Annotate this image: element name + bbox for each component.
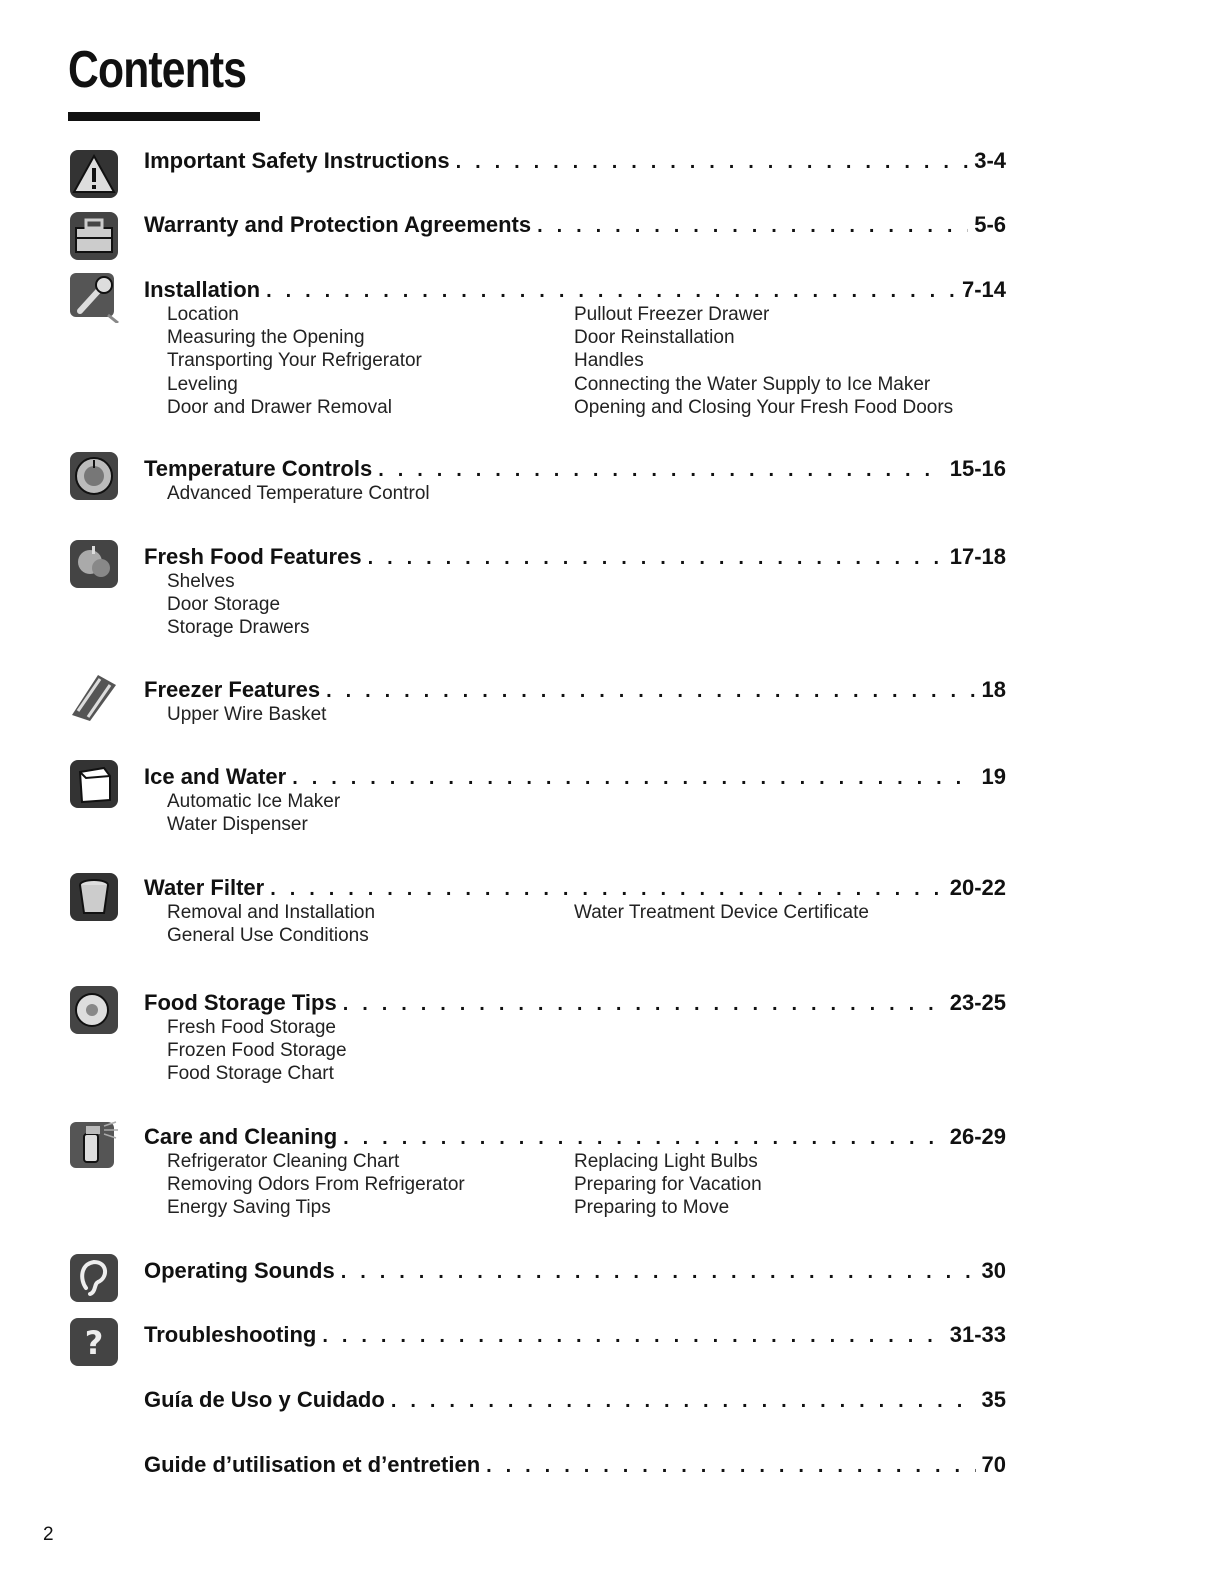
toc-page-range: 70 <box>981 1452 1006 1477</box>
toc-subtopic: Refrigerator Cleaning Chart <box>167 1151 400 1172</box>
toc-subtopics <box>167 570 1014 640</box>
toc-heading-title: Installation <box>144 277 261 302</box>
toc-heading-title: Water Filter <box>144 875 265 900</box>
toc-page-range: 26-29 <box>949 1124 1006 1149</box>
dot-leader <box>368 547 944 570</box>
toc-subtopic: Connecting the Water Supply to Ice Maker <box>574 373 931 395</box>
toc-subtopic: Removal and Installation <box>167 902 376 923</box>
toc-subtopic: Fresh Food Storage <box>167 1017 336 1038</box>
toc-heading-title: Warranty and Protection Agreements <box>144 212 532 237</box>
toc-heading <box>144 1258 1006 1286</box>
toc-page-range: 17-18 <box>949 544 1006 569</box>
wrench-icon <box>68 271 120 323</box>
toc-subtopics <box>167 303 1014 419</box>
question-mark-icon <box>68 1316 120 1368</box>
page-number: 2 <box>43 1524 54 1545</box>
toc-subtopic: Upper Wire Basket <box>167 704 327 725</box>
toc-heading-title: Care and Cleaning <box>144 1124 338 1149</box>
toc-subtopics <box>167 1016 1014 1086</box>
toc-heading <box>144 1452 1006 1480</box>
toc-page-range: 7-14 <box>961 277 1006 302</box>
toc-page-range: 18 <box>981 677 1006 702</box>
toc-subtopic: Handles <box>574 350 644 372</box>
dot-leader <box>343 1127 944 1150</box>
toc-heading <box>144 1387 1006 1415</box>
toc-subtopics <box>167 901 1014 947</box>
dot-leader <box>270 878 944 901</box>
toc-subtopic: Door Storage <box>167 594 281 616</box>
toc-heading-title: Operating Sounds <box>144 1258 335 1283</box>
toc-subtopic: Transporting Your Refrigerator <box>167 350 422 372</box>
svg-text:?: ? <box>84 1324 104 1362</box>
water-filter-icon <box>68 871 120 923</box>
ear-icon <box>68 1252 120 1304</box>
toc-heading <box>144 1124 1006 1152</box>
toc-heading <box>144 764 1006 792</box>
toc-subtopic: Opening and Closing Your Fresh Food Doors <box>574 396 954 418</box>
title-underline <box>68 112 260 121</box>
warning-triangle-icon <box>68 148 120 200</box>
toc-heading <box>144 277 1006 305</box>
toc-subtopic: Preparing for Vacation <box>574 1174 762 1196</box>
toc-subtopic: Location <box>167 304 239 325</box>
toc-page-range: 20-22 <box>949 875 1006 900</box>
toc-page-range: 19 <box>981 764 1006 789</box>
toc-subtopic: Removing Odors From Refrigerator <box>167 1174 465 1196</box>
toc-subtopic: Replacing Light Bulbs <box>574 1151 758 1172</box>
toc-subtopic: Automatic Ice Maker <box>167 791 341 812</box>
control-dial-icon <box>68 450 120 502</box>
toc-heading <box>144 544 1006 572</box>
toc-subtopic: Frozen Food Storage <box>167 1040 347 1062</box>
toc-heading-title: Ice and Water <box>144 764 287 789</box>
toolbox-icon <box>68 210 120 262</box>
toc-subtopics <box>167 482 1014 505</box>
dot-leader <box>378 459 944 482</box>
toc-heading <box>144 456 1006 484</box>
dot-leader <box>326 680 975 703</box>
toc-page-range: 30 <box>981 1258 1006 1283</box>
freezer-icon <box>68 671 120 723</box>
toc-subtopic: Water Dispenser <box>167 814 308 836</box>
toc-page-range: 3-4 <box>974 148 1006 173</box>
toc-heading-title: Guide d’utilisation et d’entretien <box>144 1452 481 1477</box>
toc-page-range: 23-25 <box>949 990 1006 1015</box>
toc-subtopic: General Use Conditions <box>167 925 369 947</box>
toc-heading <box>144 875 1006 903</box>
toc-subtopic: Leveling <box>167 373 238 395</box>
page-title: Contents <box>68 41 247 99</box>
dot-leader <box>343 993 944 1016</box>
toc-page-range: 15-16 <box>949 456 1006 481</box>
toc-subtopics <box>167 790 1014 836</box>
ice-cube-icon <box>68 758 120 810</box>
toc-heading-title: Troubleshooting <box>144 1322 317 1347</box>
toc-subtopic: Pullout Freezer Drawer <box>574 304 770 325</box>
food-storage-icon <box>68 984 120 1036</box>
toc-page-range: 35 <box>981 1387 1006 1412</box>
toc-subtopic: Food Storage Chart <box>167 1063 334 1085</box>
toc-heading-title: Important Safety Instructions <box>144 148 450 173</box>
dot-leader <box>486 1455 975 1478</box>
dot-leader <box>341 1261 976 1284</box>
dot-leader <box>456 151 969 174</box>
toc-heading-title: Guía de Uso y Cuidado <box>144 1387 385 1412</box>
fresh-food-icon <box>68 538 120 590</box>
dot-leader <box>322 1325 943 1348</box>
toc-subtopic: Storage Drawers <box>167 617 310 639</box>
toc-subtopics <box>167 703 1014 726</box>
toc-heading <box>144 212 1006 240</box>
toc-subtopic: Advanced Temperature Control <box>167 483 430 504</box>
toc-subtopic: Shelves <box>167 571 235 592</box>
toc-page-range: 31-33 <box>949 1322 1006 1347</box>
toc-heading-title: Temperature Controls <box>144 456 373 481</box>
toc-heading <box>144 148 1006 176</box>
toc-subtopic: Water Treatment Device Certificate <box>574 902 869 923</box>
toc-subtopic: Energy Saving Tips <box>167 1197 331 1219</box>
toc-heading <box>144 990 1006 1018</box>
toc-subtopic: Measuring the Opening <box>167 327 365 349</box>
toc-heading-title: Freezer Features <box>144 677 321 702</box>
toc-heading <box>144 677 1006 705</box>
toc-subtopic: Door and Drawer Removal <box>167 396 392 418</box>
toc-heading-title: Food Storage Tips <box>144 990 337 1015</box>
toc-subtopic: Preparing to Move <box>574 1197 730 1219</box>
cleaning-spray-icon <box>68 1118 120 1170</box>
dot-leader <box>391 1390 976 1413</box>
toc-page-range: 5-6 <box>974 212 1006 237</box>
dot-leader <box>537 215 968 238</box>
toc-subtopic: Door Reinstallation <box>574 327 735 349</box>
dot-leader <box>266 280 956 303</box>
dot-leader <box>292 767 975 790</box>
toc-heading <box>144 1322 1006 1350</box>
toc-subtopics <box>167 1150 1014 1220</box>
toc-heading-title: Fresh Food Features <box>144 544 362 569</box>
